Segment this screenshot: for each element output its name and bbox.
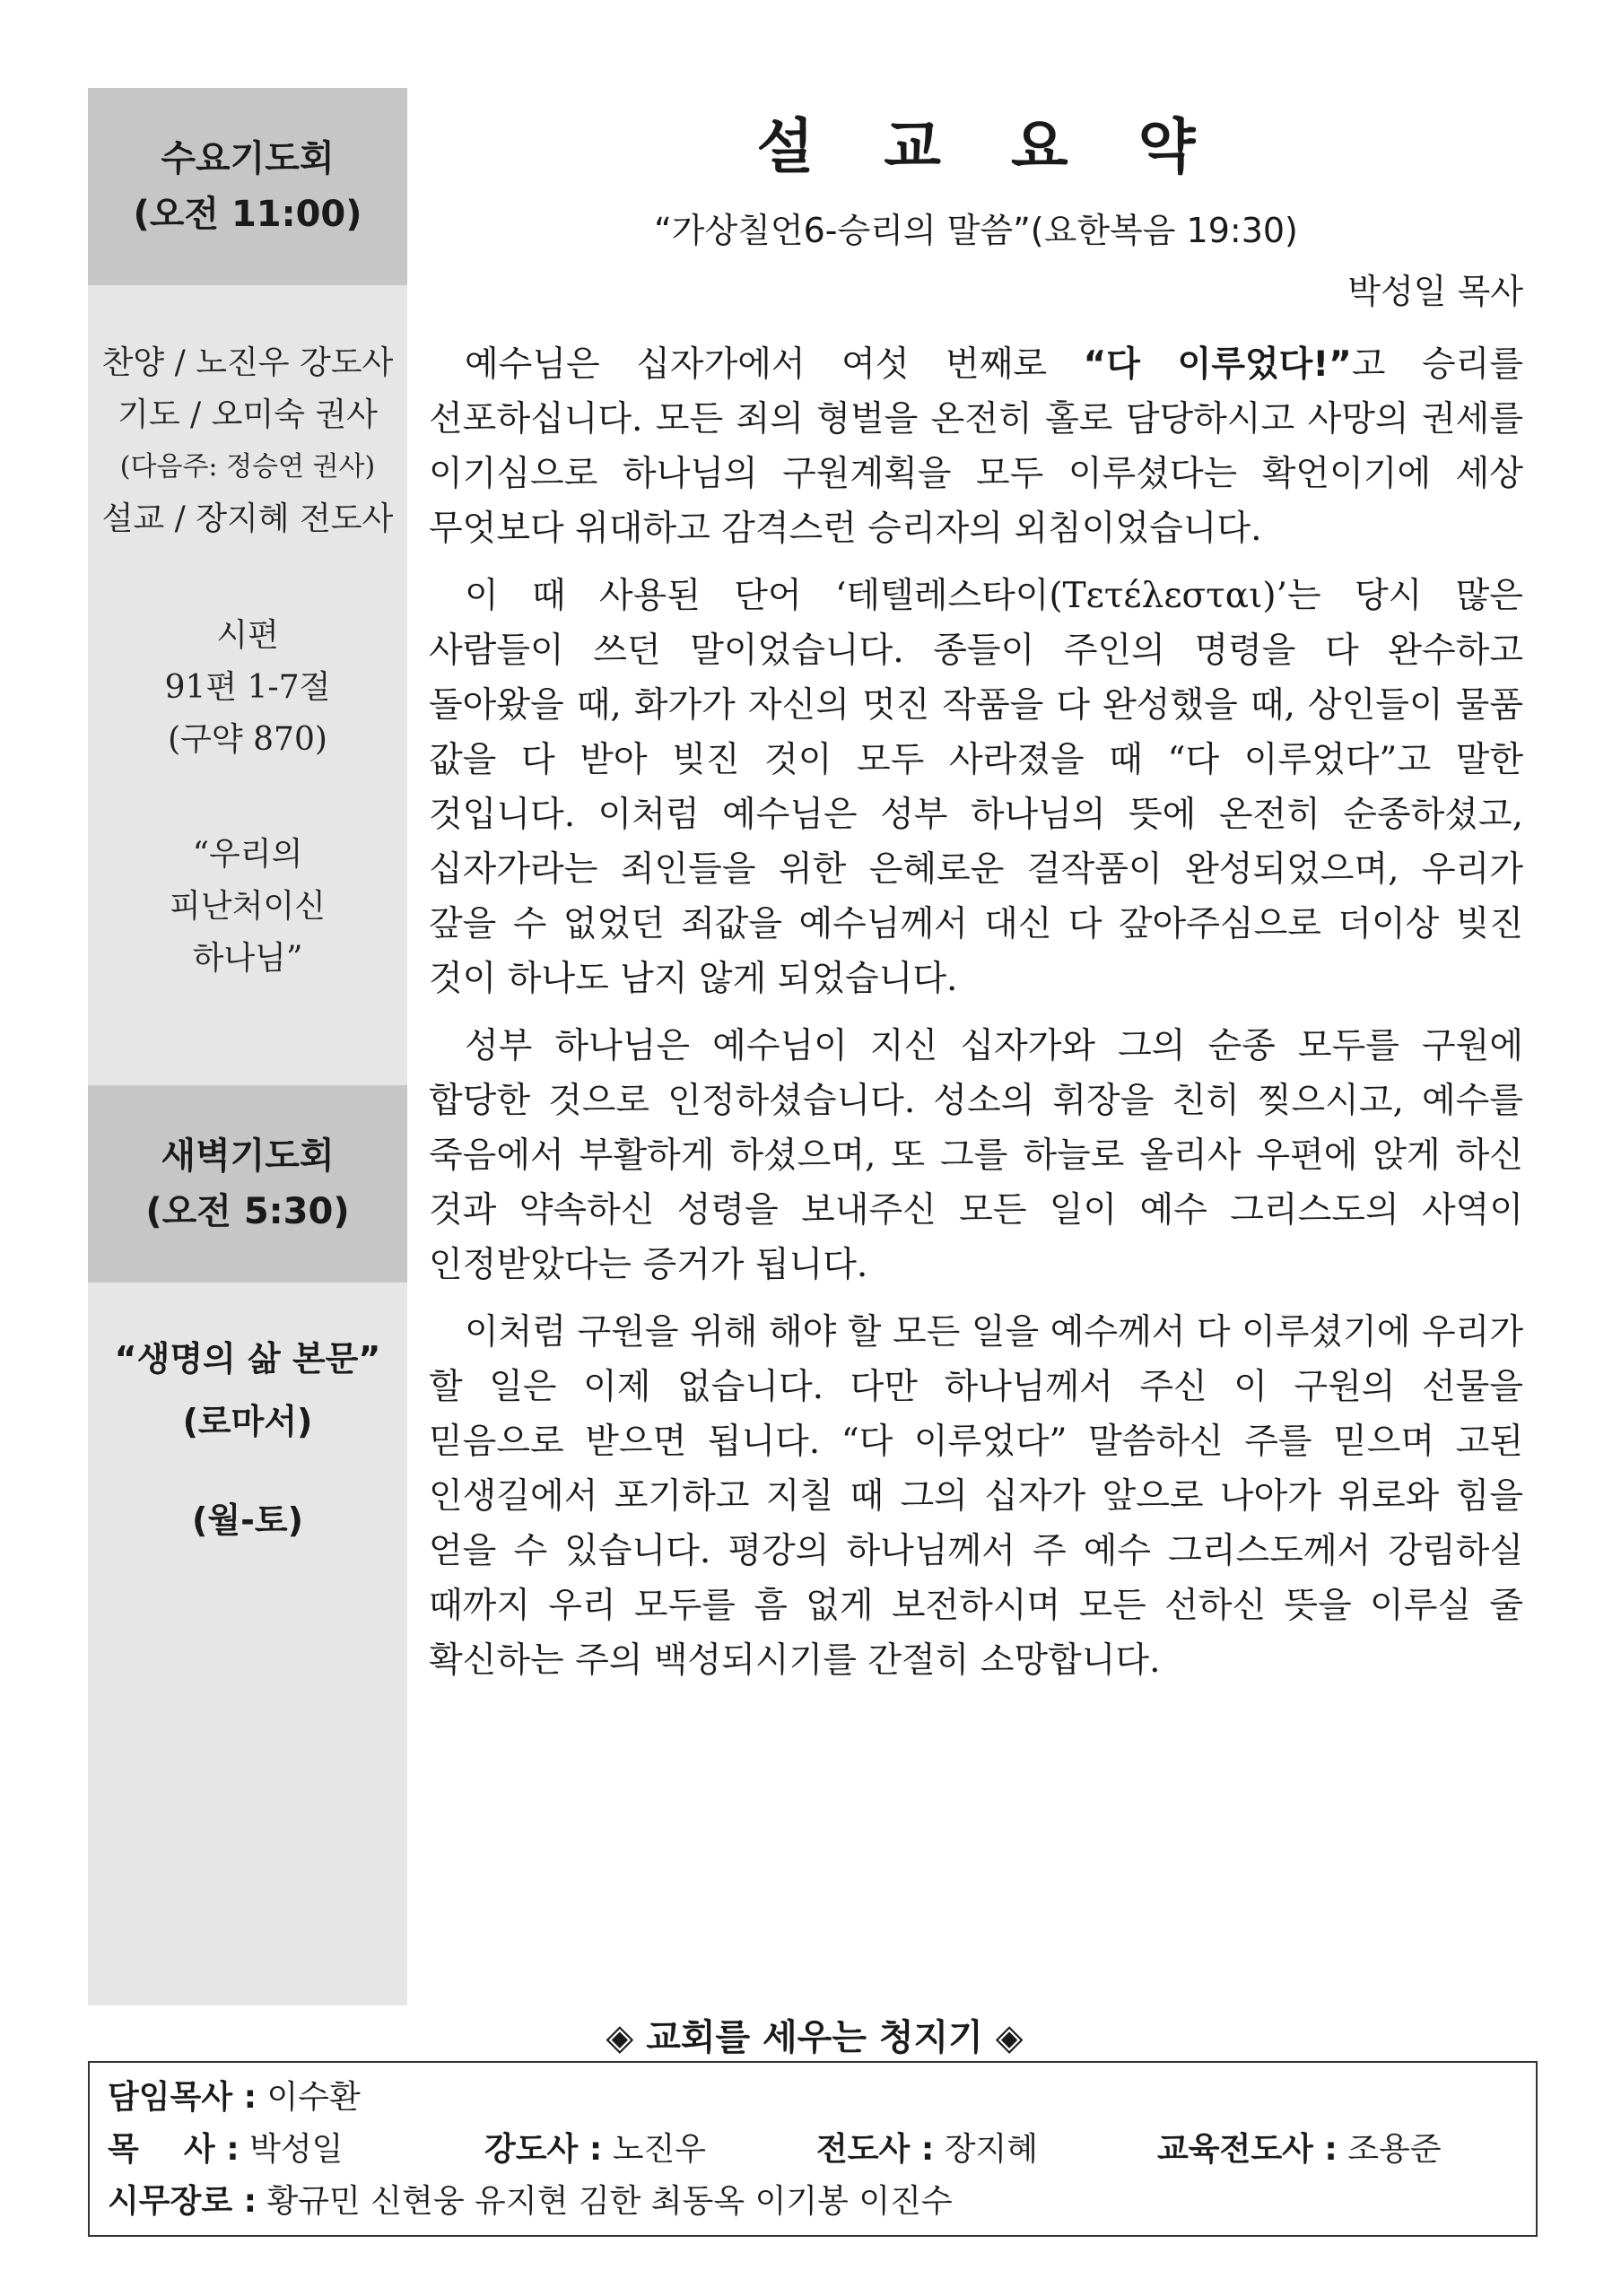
paragraph-text: 고 승리를 선포하십니다. 모든 죄의 형벌을 온전히 홀로 담당하시고 사망의 권세를 이기심으로 하나님의 구원계획을 모두 이루셨다는 확언이기에 세상 무엇보다 위대하고 감격스런 승리자의 외침이었습니다. xyxy=(429,344,1524,549)
psalm-ref: 91편 1-7절 xyxy=(164,669,331,706)
role-sermon: 설교 / 장지혜 전도사 xyxy=(101,500,394,537)
page-title: 설교요약 xyxy=(756,112,1266,181)
psalm-label: 시편 xyxy=(216,617,279,654)
sermon-author: 박성일 목사 xyxy=(1347,272,1523,311)
staff-section-title: ◈ 교회를 세우는 청지기 ◈ xyxy=(606,2017,1024,2058)
lecturer-label: 강도사 : xyxy=(484,2131,603,2168)
sidebar xyxy=(88,88,407,2005)
education-evangelist-name: 조용준 xyxy=(1347,2131,1442,2168)
senior-pastor-name: 이수환 xyxy=(266,2079,361,2116)
theme-line: 피난처이신 xyxy=(170,888,326,925)
staff-box xyxy=(88,2061,1538,2237)
senior-pastor-label: 담임목사 : xyxy=(108,2079,257,2116)
devotional-title: “생명의 삶 본문” xyxy=(114,1339,381,1378)
paragraph-text: 예수님은 십자가에서 여섯 번째로 xyxy=(465,344,1084,385)
evangelist-label: 전도사 : xyxy=(816,2131,935,2168)
sermon-body xyxy=(429,337,1523,1700)
role-praise: 찬양 / 노진우 강도사 xyxy=(101,344,394,381)
role-prayer: 기도 / 오미숙 권사 xyxy=(118,396,378,433)
devotional-days: (월-토) xyxy=(192,1500,303,1540)
theme-line: 하나님” xyxy=(192,940,303,977)
wednesday-prayer-header xyxy=(88,88,407,285)
psalm-theme xyxy=(88,829,407,985)
elders-names: 황규민 신현웅 유지현 김한 최동옥 이기봉 이진수 xyxy=(266,2183,953,2220)
psalm-reading xyxy=(88,610,407,766)
emphasis-text: “다 이루었다!” xyxy=(1083,344,1352,385)
role-next-week: (다음주: 정승연 권사) xyxy=(119,451,376,483)
staff-row xyxy=(108,2124,1518,2176)
pastor-name: 박성일 xyxy=(249,2131,344,2168)
service-roles xyxy=(88,337,407,545)
devotional-info xyxy=(88,1327,407,1552)
wednesday-prayer-time: (오전 11:00) xyxy=(133,194,362,235)
dawn-prayer-header xyxy=(88,1085,407,1283)
elders-label: 시무장로 : xyxy=(108,2183,257,2220)
dawn-prayer-time: (오전 5:30) xyxy=(145,1191,350,1232)
dawn-prayer-title: 새벽기도회 xyxy=(161,1135,335,1177)
paragraph: 이처럼 구원을 위해 해야 할 모든 일을 예수께서 다 이루셨기에 우리가 할 일은 이제 없습니다. 다만 하나님께서 주신 이 구원의 선물을 믿음으로 받으면 됩니다. “다 이루었다” 말씀하신 주를 믿으며 고된 인생길에서 포기하고 지칠 때 그의 십자가 앞으로 나아가 위로와 힘을 얻을 수 있습니다. 평강의 하나님께서 주 예수 그리스도께서 강림하실 때까지 우리 모두를 흠 없게 보전하시며 모든 선하신 뜻을 이루실 줄 확신하는 주의 백성되시기를 간절히 소망합니다. xyxy=(429,1312,1523,1681)
education-evangelist-label: 교육전도사 : xyxy=(1157,2131,1338,2168)
devotional-book: (로마서) xyxy=(182,1402,313,1441)
paragraph: 성부 하나님은 예수님이 지신 십자가와 그의 순종 모두를 구원에 합당한 것으로 인정하셨습니다. 성소의 휘장을 친히 찢으시고, 예수를 죽음에서 부활하게 하셨으며, 또 그를 하늘로 올리사 우편에 앉게 하신 것과 약속하신 성령을 보내주신 모든 일이 예수 그리스도의 사역이 인정받았다는 증거가 됩니다. xyxy=(429,1026,1523,1285)
staff-row xyxy=(108,2072,1518,2124)
staff-row xyxy=(108,2176,1518,2228)
evangelist-name: 장지혜 xyxy=(944,2131,1039,2168)
psalm-page: (구약 870) xyxy=(168,721,327,758)
pastor-label: 목 사 : xyxy=(108,2131,240,2168)
paragraph xyxy=(429,337,1523,556)
paragraph: 이 때 사용된 단어 ‘테텔레스타이(Τετέλεσται)’는 당시 많은 사람들이 쓰던 말이었습니다. 종들이 주인의 명령을 다 완수하고 돌아왔을 때, 화가가 자신의 멋진 작품을 다 완성했을 때, 상인들이 물품 값을 다 받아 빚진 것이 모두 사라졌을 때 “다 이루었다”고 말한 것입니다. 이처럼 예수님은 성부 하나님의 뜻에 온전히 순종하셨고, 십자가라는 죄인들을 위한 은혜로운 걸작품이 완성되었으며, 우리가 갚을 수 없었던 죄값을 예수님께서 대신 다 갚아주심으로 더이상 빚진 것이 하나도 남지 않게 되었습니다. xyxy=(429,576,1523,999)
wednesday-prayer-title: 수요기도회 xyxy=(161,138,335,179)
sermon-subtitle: “가상칠언6-승리의 말씀”(요한복음 19:30) xyxy=(654,211,1298,250)
theme-line: “우리의 xyxy=(192,836,303,873)
lecturer-name: 노진우 xyxy=(612,2131,707,2168)
